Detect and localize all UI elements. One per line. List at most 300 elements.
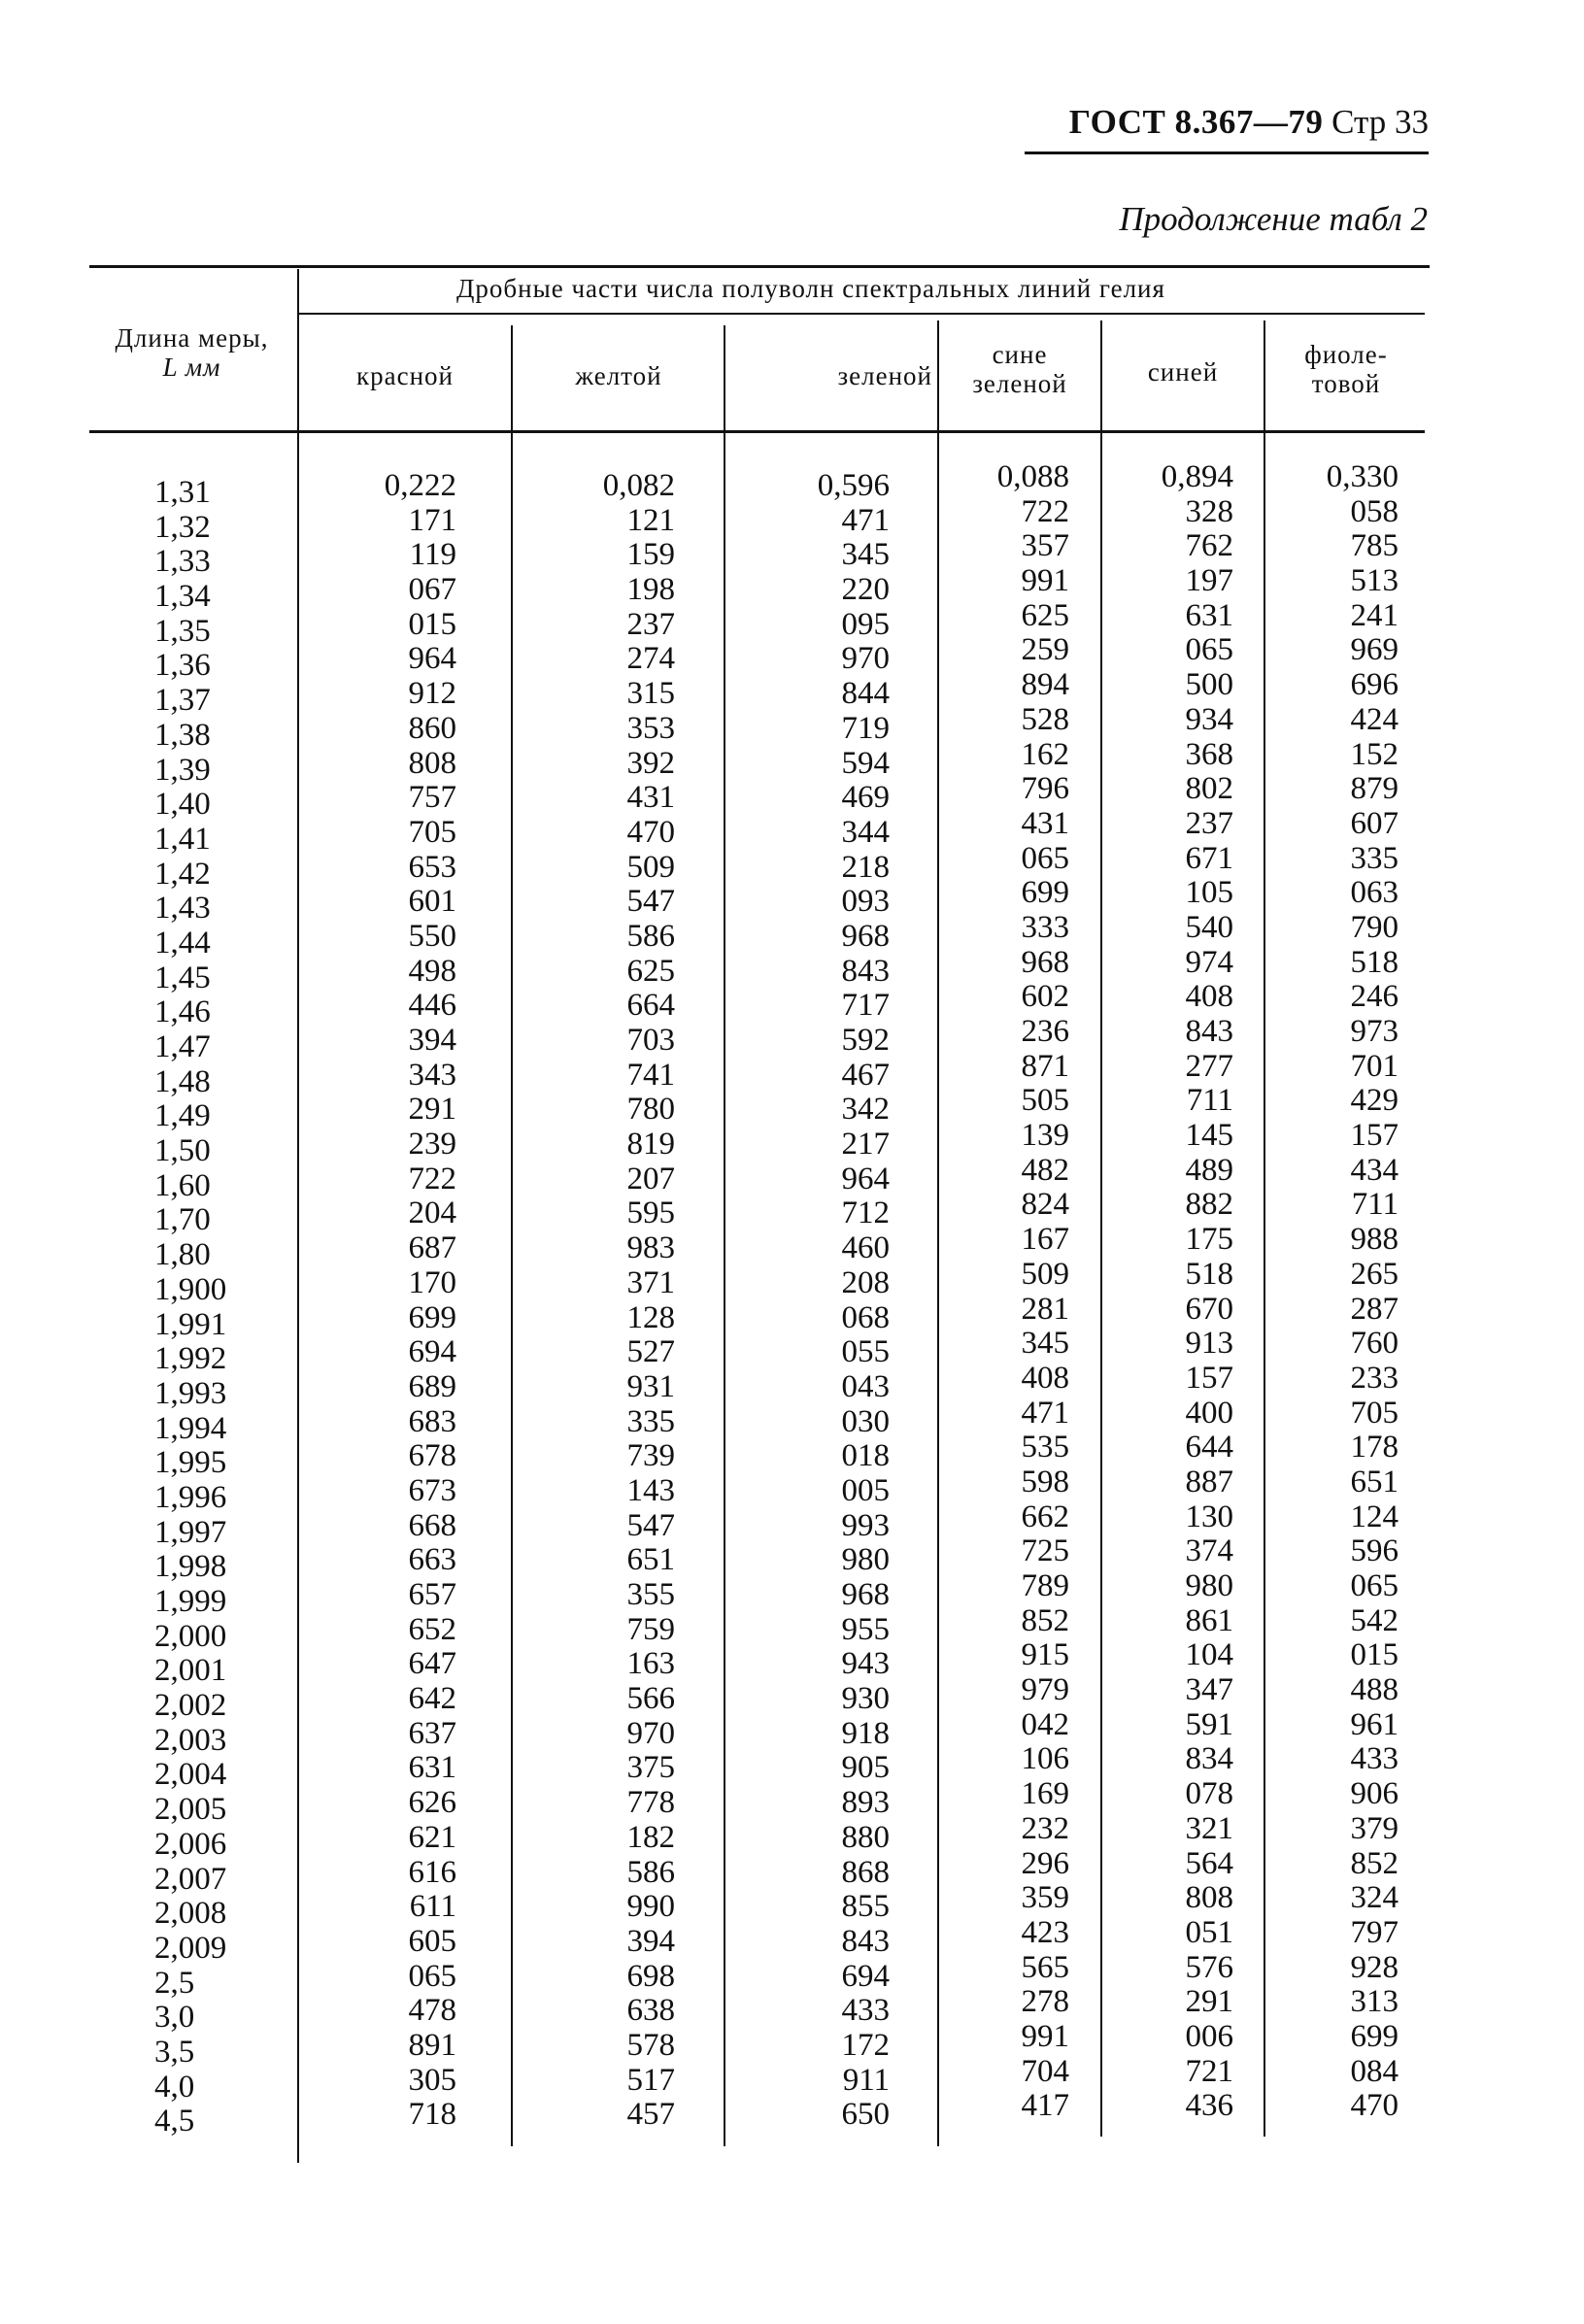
value-cell: 220 xyxy=(841,572,890,608)
value-cell: 834 xyxy=(1185,1741,1233,1777)
value-cell: 550 xyxy=(408,918,456,954)
value-cell: 313 xyxy=(1350,1984,1399,2020)
value-cell: 315 xyxy=(626,676,675,712)
value-cell: 547 xyxy=(626,884,675,920)
value-cell: 711 xyxy=(1186,1083,1233,1119)
value-cell: 241 xyxy=(1350,597,1399,633)
column-divider xyxy=(724,325,725,2146)
value-cell: 359 xyxy=(1021,1880,1069,1916)
value-cell: 879 xyxy=(1350,771,1399,807)
value-cell: 694 xyxy=(408,1334,456,1370)
value-cell: 699 xyxy=(1350,2018,1399,2054)
value-cell: 968 xyxy=(841,918,890,954)
value-cell: 344 xyxy=(841,814,890,850)
value-cell: 018 xyxy=(841,1438,890,1474)
value-cell: 265 xyxy=(1350,1256,1399,1292)
value-cell: 489 xyxy=(1185,1152,1233,1188)
blue-green-column xyxy=(957,460,1069,2124)
column-header-green xyxy=(725,361,937,390)
length-cell: 4,0 xyxy=(154,2069,195,2105)
length-cell: 2,000 xyxy=(154,1618,227,1654)
length-cell: 1,996 xyxy=(154,1479,227,1515)
value-cell: 673 xyxy=(408,1472,456,1508)
length-cell: 2,007 xyxy=(154,1861,227,1897)
blue-column xyxy=(1117,460,1233,2124)
length-cell: 2,5 xyxy=(154,1965,195,2001)
value-cell: 705 xyxy=(1350,1395,1399,1431)
value-cell: 843 xyxy=(841,953,890,989)
value-cell: 668 xyxy=(408,1507,456,1543)
value-cell: 860 xyxy=(408,710,456,746)
length-cell: 1,33 xyxy=(154,544,211,580)
length-cell: 1,36 xyxy=(154,648,211,684)
value-cell: 970 xyxy=(841,641,890,677)
length-cell: 1,32 xyxy=(154,509,211,545)
value-cell: 703 xyxy=(626,1023,675,1058)
value-cell: 934 xyxy=(1185,701,1233,737)
value-cell: 540 xyxy=(1185,909,1233,945)
value-cell: 424 xyxy=(1350,701,1399,737)
value-cell: 894 xyxy=(1021,667,1069,703)
value-cell: 696 xyxy=(1350,667,1399,703)
value-cell: 651 xyxy=(626,1542,675,1578)
value-cell: 843 xyxy=(841,1923,890,1959)
value-cell: 725 xyxy=(1021,1533,1069,1569)
value-cell: 626 xyxy=(408,1785,456,1821)
value-cell: 760 xyxy=(1350,1326,1399,1362)
value-cell: 237 xyxy=(626,606,675,642)
value-cell: 400 xyxy=(1185,1395,1233,1431)
value-cell: 328 xyxy=(1185,493,1233,529)
value-cell: 394 xyxy=(408,1023,456,1058)
value-cell: 342 xyxy=(841,1092,890,1128)
value-cell: 594 xyxy=(841,745,890,781)
column-header-violet-line-1: фиоле- xyxy=(1304,340,1388,369)
value-cell: 505 xyxy=(1021,1083,1069,1119)
value-cell: 371 xyxy=(626,1264,675,1300)
value-cell: 051 xyxy=(1185,1914,1233,1950)
value-cell: 699 xyxy=(408,1299,456,1335)
value-cell: 067 xyxy=(408,572,456,608)
value-cell: 121 xyxy=(626,502,675,538)
value-cell: 625 xyxy=(1021,597,1069,633)
column-header-blue-label: синей xyxy=(1147,357,1219,387)
value-cell: 408 xyxy=(1185,979,1233,1015)
value-cell: 670 xyxy=(1185,1291,1233,1327)
yellow-column xyxy=(534,469,675,2133)
value-cell: 469 xyxy=(841,780,890,816)
value-cell: 518 xyxy=(1185,1256,1233,1292)
value-cell: 130 xyxy=(1185,1499,1233,1534)
value-cell: 928 xyxy=(1350,1949,1399,1985)
value-cell: 119 xyxy=(409,537,456,573)
column-header-yellow-label: желтой xyxy=(575,361,662,390)
group-header-rule xyxy=(298,313,1425,315)
value-cell: 566 xyxy=(626,1681,675,1717)
value-cell: 305 xyxy=(408,2062,456,2098)
length-cell: 3,0 xyxy=(154,2000,195,2036)
value-cell: 683 xyxy=(408,1403,456,1439)
value-cell: 915 xyxy=(1021,1637,1069,1673)
violet-column xyxy=(1282,460,1399,2124)
value-cell: 457 xyxy=(626,2097,675,2133)
value-cell: 964 xyxy=(408,641,456,677)
value-cell: 392 xyxy=(626,745,675,781)
value-cell: 789 xyxy=(1021,1568,1069,1603)
value-cell: 197 xyxy=(1185,563,1233,599)
value-cell: 968 xyxy=(841,1577,890,1612)
value-cell: 030 xyxy=(841,1403,890,1439)
value-cell: 163 xyxy=(626,1646,675,1682)
length-cell: 2,004 xyxy=(154,1757,227,1793)
value-cell: 852 xyxy=(1021,1602,1069,1638)
column-header-red xyxy=(299,361,511,390)
page-number: 33 xyxy=(1395,103,1429,141)
value-cell: 471 xyxy=(841,502,890,538)
value-cell: 095 xyxy=(841,606,890,642)
length-cell: 1,41 xyxy=(154,821,211,857)
column-divider xyxy=(297,269,299,2163)
value-cell: 171 xyxy=(408,502,456,538)
value-cell: 637 xyxy=(408,1715,456,1751)
value-cell: 964 xyxy=(841,1161,890,1196)
length-cell: 1,997 xyxy=(154,1514,227,1550)
value-cell: 291 xyxy=(1185,1984,1233,2020)
value-cell: 063 xyxy=(1350,875,1399,911)
value-cell: 204 xyxy=(408,1196,456,1231)
value-cell: 671 xyxy=(1185,840,1233,876)
value-cell: 988 xyxy=(1350,1222,1399,1258)
column-header-blue xyxy=(1102,357,1264,387)
value-cell: 217 xyxy=(841,1127,890,1162)
value-cell: 705 xyxy=(408,814,456,850)
column-header-blue-green-line-1: сине xyxy=(992,340,1048,369)
value-cell: 527 xyxy=(626,1334,675,1370)
value-cell: 631 xyxy=(1185,597,1233,633)
value-cell: 689 xyxy=(408,1368,456,1404)
value-cell: 124 xyxy=(1350,1499,1399,1534)
value-cell: 602 xyxy=(1021,979,1069,1015)
length-cell: 1,48 xyxy=(154,1063,211,1099)
value-cell: 983 xyxy=(626,1230,675,1266)
table-top-rule xyxy=(89,265,1430,268)
length-cell: 1,900 xyxy=(154,1271,227,1307)
length-cell: 1,80 xyxy=(154,1237,211,1273)
value-cell: 970 xyxy=(626,1715,675,1751)
length-cell: 1,47 xyxy=(154,1029,211,1064)
value-cell: 564 xyxy=(1185,1845,1233,1881)
value-cell: 433 xyxy=(1350,1741,1399,1777)
value-cell: 699 xyxy=(1021,875,1069,911)
value-cell: 470 xyxy=(1350,2088,1399,2124)
value-cell: 808 xyxy=(1185,1880,1233,1916)
value-cell: 861 xyxy=(1185,1602,1233,1638)
value-cell: 470 xyxy=(626,814,675,850)
value-cell: 287 xyxy=(1350,1291,1399,1327)
value-cell: 595 xyxy=(626,1196,675,1231)
value-cell: 719 xyxy=(841,710,890,746)
value-cell: 528 xyxy=(1021,701,1069,737)
length-cell: 1,60 xyxy=(154,1167,211,1203)
page-word: Стр xyxy=(1331,103,1387,141)
value-cell: 980 xyxy=(1185,1568,1233,1603)
value-cell: 625 xyxy=(626,953,675,989)
value-cell: 345 xyxy=(1021,1326,1069,1362)
length-cell: 1,994 xyxy=(154,1410,227,1446)
value-cell: 611 xyxy=(409,1889,456,1925)
value-cell: 335 xyxy=(1350,840,1399,876)
value-cell: 394 xyxy=(626,1923,675,1959)
length-cell: 1,38 xyxy=(154,717,211,753)
value-cell: 0,330 xyxy=(1326,459,1399,494)
value-cell: 796 xyxy=(1021,771,1069,807)
column-header-blue-green-line-2: зеленой xyxy=(972,369,1067,398)
value-cell: 509 xyxy=(1021,1256,1069,1292)
value-cell: 607 xyxy=(1350,805,1399,841)
value-cell: 802 xyxy=(1185,771,1233,807)
column-divider xyxy=(511,325,513,2146)
column-header-green-label: зеленой xyxy=(837,361,932,390)
value-cell: 657 xyxy=(408,1577,456,1612)
length-cell: 1,995 xyxy=(154,1445,227,1481)
length-cell: 1,992 xyxy=(154,1341,227,1377)
column-header-blue-green xyxy=(939,340,1100,398)
value-cell: 167 xyxy=(1021,1222,1069,1258)
value-cell: 0,088 xyxy=(996,459,1069,494)
value-cell: 291 xyxy=(408,1092,456,1128)
length-cell: 1,991 xyxy=(154,1306,227,1342)
value-cell: 711 xyxy=(1351,1187,1399,1223)
value-cell: 596 xyxy=(1350,1533,1399,1569)
header-bottom-rule xyxy=(89,430,1425,433)
value-cell: 701 xyxy=(1350,1048,1399,1084)
value-cell: 042 xyxy=(1021,1706,1069,1742)
length-cell: 4,5 xyxy=(154,2104,195,2139)
value-cell: 375 xyxy=(626,1750,675,1786)
length-cell: 1,40 xyxy=(154,787,211,823)
value-cell: 093 xyxy=(841,884,890,920)
value-cell: 178 xyxy=(1350,1430,1399,1465)
red-column xyxy=(320,469,456,2133)
value-cell: 471 xyxy=(1021,1395,1069,1431)
value-cell: 374 xyxy=(1185,1533,1233,1569)
standard-number: ГОСТ 8.367—79 xyxy=(1068,103,1324,141)
length-cell: 1,993 xyxy=(154,1375,227,1411)
value-cell: 277 xyxy=(1185,1048,1233,1084)
value-cell: 694 xyxy=(841,1958,890,1994)
value-cell: 662 xyxy=(1021,1499,1069,1534)
value-cell: 598 xyxy=(1021,1464,1069,1499)
value-cell: 592 xyxy=(841,1023,890,1058)
value-cell: 717 xyxy=(841,988,890,1024)
value-cell: 790 xyxy=(1350,909,1399,945)
value-cell: 246 xyxy=(1350,979,1399,1015)
value-cell: 762 xyxy=(1185,528,1233,564)
value-cell: 0,222 xyxy=(384,468,456,503)
value-cell: 175 xyxy=(1185,1222,1233,1258)
value-cell: 664 xyxy=(626,988,675,1024)
length-cell: 2,002 xyxy=(154,1688,227,1724)
value-cell: 601 xyxy=(408,884,456,920)
length-cell: 2,001 xyxy=(154,1653,227,1689)
length-cell: 1,70 xyxy=(154,1202,211,1238)
value-cell: 0,082 xyxy=(602,468,675,503)
length-cell: 1,35 xyxy=(154,613,211,649)
value-cell: 912 xyxy=(408,676,456,712)
column-divider xyxy=(937,320,939,2146)
column-divider xyxy=(1100,320,1102,2137)
value-cell: 296 xyxy=(1021,1845,1069,1881)
length-cell: 2,006 xyxy=(154,1826,227,1862)
value-cell: 955 xyxy=(841,1611,890,1647)
value-cell: 106 xyxy=(1021,1741,1069,1777)
value-cell: 065 xyxy=(1185,632,1233,668)
value-cell: 0,596 xyxy=(817,468,890,503)
value-cell: 739 xyxy=(626,1438,675,1474)
value-cell: 891 xyxy=(408,2027,456,2063)
value-cell: 882 xyxy=(1185,1187,1233,1223)
value-cell: 278 xyxy=(1021,1984,1069,2020)
value-cell: 824 xyxy=(1021,1187,1069,1223)
value-cell: 488 xyxy=(1350,1672,1399,1708)
value-cell: 434 xyxy=(1350,1152,1399,1188)
value-cell: 417 xyxy=(1021,2088,1069,2124)
value-cell: 757 xyxy=(408,780,456,816)
value-cell: 905 xyxy=(841,1750,890,1786)
value-cell: 357 xyxy=(1021,528,1069,564)
value-cell: 518 xyxy=(1350,944,1399,980)
value-cell: 918 xyxy=(841,1715,890,1751)
value-cell: 644 xyxy=(1185,1430,1233,1465)
value-cell: 741 xyxy=(626,1057,675,1093)
value-cell: 078 xyxy=(1185,1776,1233,1812)
value-cell: 145 xyxy=(1185,1118,1233,1154)
value-cell: 236 xyxy=(1021,1014,1069,1049)
value-cell: 408 xyxy=(1021,1360,1069,1396)
value-cell: 819 xyxy=(626,1127,675,1162)
value-cell: 170 xyxy=(408,1264,456,1300)
value-cell: 169 xyxy=(1021,1776,1069,1812)
column-header-red-label: красной xyxy=(356,361,454,390)
value-cell: 482 xyxy=(1021,1152,1069,1188)
value-cell: 143 xyxy=(626,1472,675,1508)
value-cell: 722 xyxy=(1021,493,1069,529)
value-cell: 650 xyxy=(841,2097,890,2133)
value-cell: 281 xyxy=(1021,1291,1069,1327)
value-cell: 006 xyxy=(1185,2018,1233,2054)
value-cell: 913 xyxy=(1185,1326,1233,1362)
value-cell: 431 xyxy=(1021,805,1069,841)
value-cell: 993 xyxy=(841,1507,890,1543)
value-cell: 015 xyxy=(1350,1637,1399,1673)
value-cell: 043 xyxy=(841,1368,890,1404)
value-cell: 517 xyxy=(626,2062,675,2098)
column-divider xyxy=(1264,320,1265,2137)
length-cell: 2,009 xyxy=(154,1930,227,1966)
length-cell: 1,31 xyxy=(154,475,211,510)
value-cell: 973 xyxy=(1350,1014,1399,1049)
value-cell: 232 xyxy=(1021,1810,1069,1846)
length-cell: 1,34 xyxy=(154,579,211,615)
value-cell: 647 xyxy=(408,1646,456,1682)
value-cell: 943 xyxy=(841,1646,890,1682)
value-cell: 961 xyxy=(1350,1706,1399,1742)
value-cell: 259 xyxy=(1021,632,1069,668)
value-cell: 930 xyxy=(841,1681,890,1717)
value-cell: 642 xyxy=(408,1681,456,1717)
value-cell: 237 xyxy=(1185,805,1233,841)
value-cell: 460 xyxy=(841,1230,890,1266)
value-cell: 852 xyxy=(1350,1845,1399,1881)
value-cell: 968 xyxy=(1021,944,1069,980)
value-cell: 991 xyxy=(1021,563,1069,599)
value-cell: 058 xyxy=(1350,493,1399,529)
value-cell: 498 xyxy=(408,953,456,989)
value-cell: 721 xyxy=(1185,2053,1233,2089)
value-cell: 157 xyxy=(1350,1118,1399,1154)
value-cell: 274 xyxy=(626,641,675,677)
value-cell: 808 xyxy=(408,745,456,781)
value-cell: 616 xyxy=(408,1854,456,1890)
value-cell: 065 xyxy=(1350,1568,1399,1603)
value-cell: 542 xyxy=(1350,1602,1399,1638)
value-cell: 651 xyxy=(1350,1464,1399,1499)
length-cell: 1,998 xyxy=(154,1549,227,1585)
value-cell: 157 xyxy=(1185,1360,1233,1396)
value-cell: 652 xyxy=(408,1611,456,1647)
value-cell: 722 xyxy=(408,1161,456,1196)
value-cell: 547 xyxy=(626,1507,675,1543)
table-continuation-label: Продолжение табл 2 xyxy=(1119,200,1428,238)
value-cell: 712 xyxy=(841,1196,890,1231)
length-cell: 3,5 xyxy=(154,2034,195,2070)
column-header-violet-line-2: товой xyxy=(1311,369,1381,398)
value-cell: 698 xyxy=(626,1958,675,1994)
value-cell: 586 xyxy=(626,918,675,954)
value-cell: 446 xyxy=(408,988,456,1024)
value-cell: 969 xyxy=(1350,632,1399,668)
green-column xyxy=(748,469,890,2133)
length-column xyxy=(92,476,291,2139)
value-cell: 931 xyxy=(626,1368,675,1404)
value-cell: 379 xyxy=(1350,1810,1399,1846)
value-cell: 0,894 xyxy=(1161,459,1233,494)
length-cell: 2,008 xyxy=(154,1896,227,1932)
value-cell: 718 xyxy=(408,2097,456,2133)
length-cell: 1,49 xyxy=(154,1098,211,1134)
value-cell: 065 xyxy=(1021,840,1069,876)
value-cell: 467 xyxy=(841,1057,890,1093)
value-cell: 433 xyxy=(841,1993,890,2029)
value-cell: 182 xyxy=(626,1819,675,1855)
value-cell: 678 xyxy=(408,1438,456,1474)
length-cell: 1,44 xyxy=(154,925,211,960)
value-cell: 844 xyxy=(841,676,890,712)
value-cell: 887 xyxy=(1185,1464,1233,1499)
value-cell: 991 xyxy=(1021,2018,1069,2054)
value-cell: 576 xyxy=(1185,1949,1233,1985)
value-cell: 423 xyxy=(1021,1914,1069,1950)
column-header-yellow xyxy=(513,361,725,390)
length-header-line-1: Длина меры, xyxy=(115,323,269,353)
value-cell: 906 xyxy=(1350,1776,1399,1812)
length-header-line-2: L мм xyxy=(162,353,221,382)
length-cell: 2,003 xyxy=(154,1722,227,1758)
value-cell: 631 xyxy=(408,1750,456,1786)
value-cell: 104 xyxy=(1185,1637,1233,1673)
value-cell: 005 xyxy=(841,1472,890,1508)
length-cell: 1,50 xyxy=(154,1133,211,1169)
